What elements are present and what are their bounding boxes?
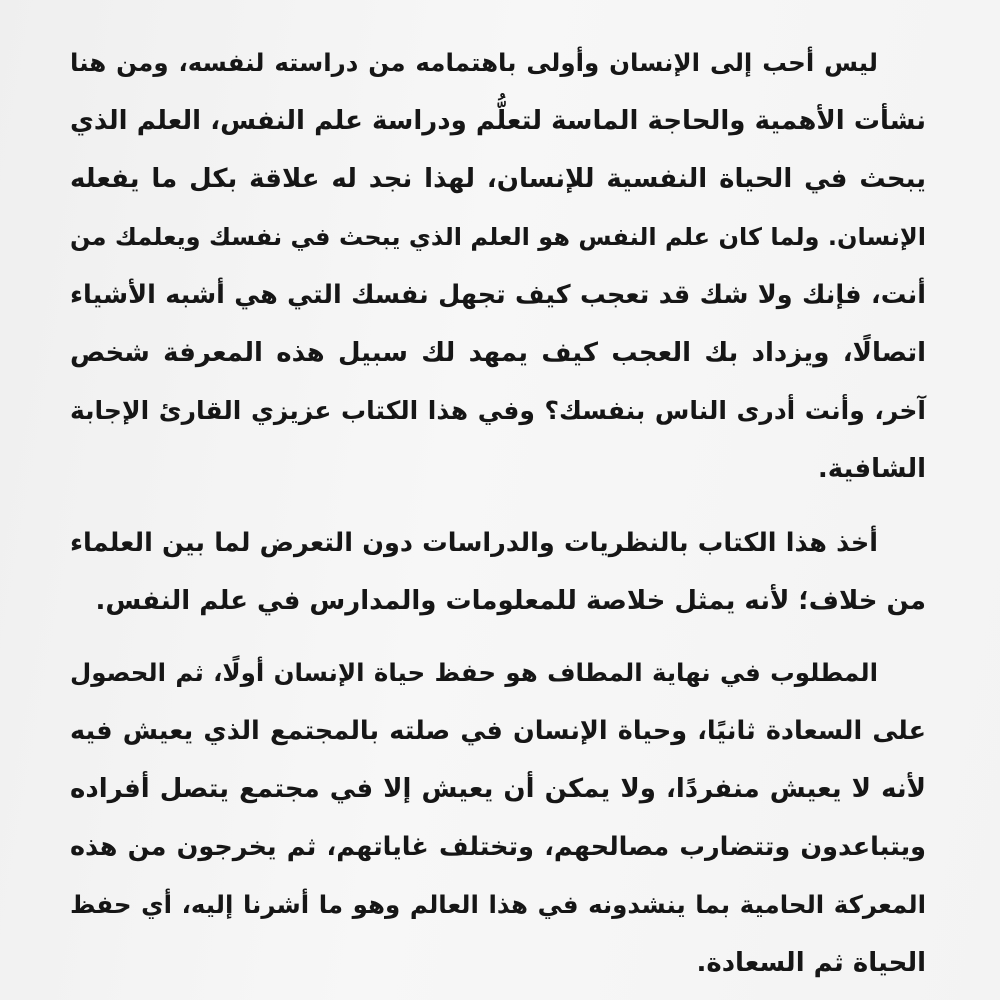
text-line: يبحث في الحياة النفسية للإنسان، لهذا نجد له علاقة بكل ما يفعله — [70, 164, 926, 194]
text-line: الإنسان. ولما كان علم النفس هو العلم الذي يبحث في نفسك ويعلمك من — [70, 223, 926, 251]
text-line: الحياة ثم السعادة. — [696, 948, 926, 978]
paragraph-3 — [70, 648, 926, 988]
text-line: ليس أحب إلى الإنسان وأولى باهتمامه من دراسته لنفسه، ومن هنا — [70, 48, 878, 77]
text-line: لأنه لا يعيش منفردًا، ولا يمكن أن يعيش إلا في مجتمع يتصل أفراده — [70, 774, 926, 804]
paragraph-1 — [70, 38, 926, 484]
text-line: الشافية. — [817, 454, 926, 484]
text-line: اتصالًا، ويزداد بك العجب كيف يمهد لك سبيل هذه المعرفة شخص — [70, 338, 926, 368]
text-line: ويتباعدون وتتضارب مصالحهم، وتختلف غاياتهم، ثم يخرجون من هذه — [70, 832, 926, 862]
text-line: أنت، فإنك ولا شك قد تعجب كيف تجهل نفسك التي هي أشبه الأشياء — [70, 280, 926, 310]
text-line: أخذ هذا الكتاب بالنظريات والدراسات دون التعرض لما بين العلماء — [70, 528, 878, 558]
text-line: المعركة الحامية بما ينشدونه في هذا العالم وهو ما أشرنا إليه، أي حفظ — [70, 890, 926, 919]
text-line: على السعادة ثانيًا، وحياة الإنسان في صلته بالمجتمع الذي يعيش فيه — [70, 716, 926, 746]
text-line: المطلوب في نهاية المطاف هو حفظ حياة الإنسان أولًا، ثم الحصول — [70, 658, 878, 687]
text-line: نشأت الأهمية والحاجة الماسة لتعلُّم ودراسة علم النفس، العلم الذي — [70, 106, 926, 136]
text-line: آخر، وأنت أدرى الناس بنفسك؟ وفي هذا الكتاب عزيزي القارئ الإجابة — [70, 396, 926, 425]
text-line: من خلاف؛ لأنه يمثل خلاصة للمعلومات والمدارس في علم النفس. — [95, 586, 926, 616]
paragraph-2 — [70, 518, 926, 626]
